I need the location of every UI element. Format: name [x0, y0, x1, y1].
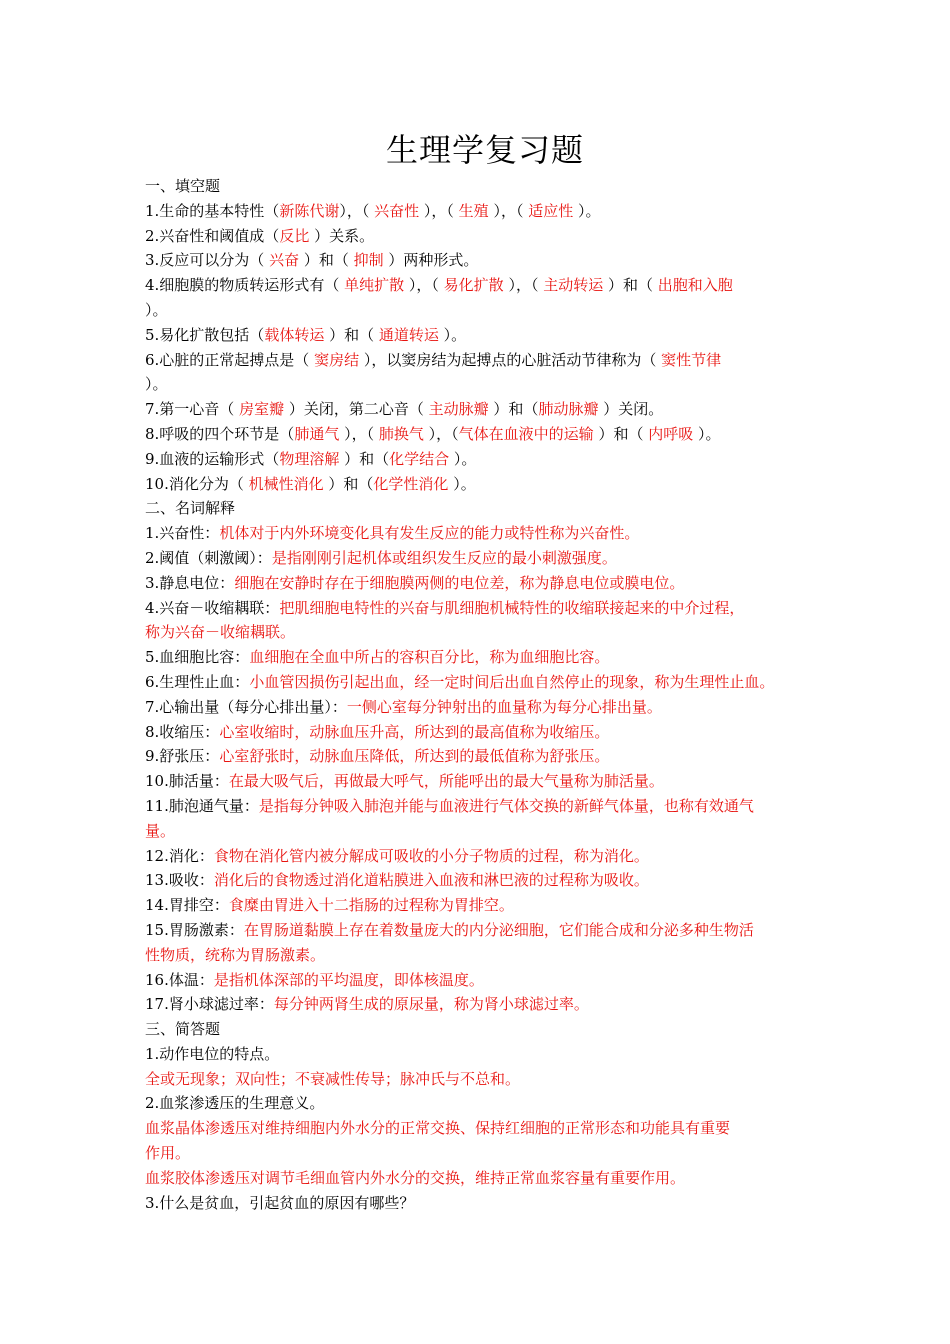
answer-text: 血浆晶体渗透压对维持细胞内外水分的正常交换、保持红细胞的正常形态和功能具有重要: [145, 1119, 731, 1138]
question-line: [145, 521, 825, 546]
question-text: ），（: [339, 201, 370, 220]
question-text: 9.血液的运输形式（: [145, 449, 280, 468]
answer-text: 易化扩散: [438, 276, 509, 295]
answer-text: 在胃肠道黏膜上存在着数量庞大的内分泌细胞，它们能合成和分泌多种生物活: [243, 920, 754, 939]
answer-text: 物理溶解: [279, 449, 345, 468]
answer-text: 心室舒张时，动脉血压降低，所达到的最低值称为舒张压。: [219, 747, 610, 766]
answer-text: 反比: [279, 226, 315, 245]
section-heading: 二、名词解释: [145, 499, 236, 518]
question-text: 1.动作电位的特点。: [145, 1044, 280, 1063]
answer-text: 主动脉瓣: [423, 400, 494, 419]
question-text: ）两种形式。: [388, 251, 479, 270]
answer-text: 消化后的食物透过消化道粘膜进入血液和淋巴液的过程称为吸收。: [213, 871, 649, 890]
answer-text: 新陈代谢: [279, 201, 340, 220]
question-text: ）和（: [344, 449, 390, 468]
answer-text: 抑制: [348, 251, 389, 270]
question-text: 7.心输出量（每分心排出量）：: [145, 697, 347, 716]
question-text: 4.细胞膜的物质转运形式有（: [145, 276, 340, 295]
question-text: ）。: [145, 375, 168, 394]
answer-text: 作用。: [145, 1144, 191, 1163]
question-line: [145, 720, 825, 745]
question-line: [145, 546, 825, 571]
answer-text: 气体在血液中的运输: [458, 424, 599, 443]
answer-text: 在最大吸气后，再做最大呼气，所能呼出的最大气量称为肺活量。: [228, 772, 664, 791]
question-line: [145, 472, 825, 497]
question-text: ）。: [453, 474, 476, 493]
question-line: [145, 596, 825, 621]
answer-text: 是指每分钟吸入肺泡并能与血液进行气体交换的新鲜气体量，也称有效通气: [258, 796, 754, 815]
question-text: 10.消化分为（: [145, 474, 244, 493]
answer-text: 小血管因损伤引起出血，经一定时间后出血自然停止的现象，称为生理性止血。: [249, 672, 775, 691]
answer-text: 全或无现象；双向性；不衰减性传导；脉冲氏与不总和。: [145, 1069, 521, 1088]
question-line: [145, 224, 825, 249]
question-text: ）和（: [493, 400, 539, 419]
question-text: ），（: [344, 424, 375, 443]
question-line: [145, 397, 825, 422]
question-text: 6.生理性止血：: [145, 672, 250, 691]
question-line: [145, 422, 825, 447]
answer-text: 是指机体深部的平均温度，即体核温度。: [213, 970, 484, 989]
question-line: [145, 794, 825, 819]
question-line: [145, 695, 825, 720]
question-text: ）关闭，第二心音（: [288, 400, 424, 419]
answer-text: 把肌细胞电特性的兴奋与肌细胞机械特性的收缩联接起来的中介过程，: [279, 598, 745, 617]
question-text: ）。: [453, 449, 477, 468]
answer-text: 肺通气: [294, 424, 345, 443]
question-text: 12.消化：: [145, 846, 214, 865]
page-title: 生理学复习题: [385, 131, 584, 169]
question-line: [145, 868, 825, 893]
answer-text: 适应性: [523, 201, 579, 220]
question-text: 14.胃排空：: [145, 896, 229, 915]
question-line: [145, 819, 825, 844]
question-text: ），（: [428, 424, 459, 443]
answer-text: 血浆胶体渗透压对调节毛细血管内外水分的交换，维持正常血浆容量有重要作用。: [145, 1168, 686, 1187]
question-text: 9.舒张压：: [145, 747, 220, 766]
question-text: 8.收缩压：: [145, 722, 220, 741]
question-line: [145, 968, 825, 993]
question-line: [145, 323, 825, 348]
question-text: ）和（: [598, 424, 644, 443]
answer-text: 食糜由胃进入十二指肠的过程称为胃排空。: [228, 896, 514, 915]
answer-text: 载体转运: [264, 325, 330, 344]
answer-text: 是指刚刚引起机体或组织发生反应的最小刺激强度。: [271, 548, 617, 567]
answer-text: 肺动脉瓣: [538, 400, 604, 419]
question-text: 3.反应可以分为（: [145, 251, 265, 270]
question-text: ），（: [408, 276, 439, 295]
answer-text: 化学结合: [389, 449, 454, 468]
question-text: ）和（: [303, 251, 349, 270]
question-text: 11.肺泡通气量：: [145, 796, 259, 815]
question-text: ）。: [145, 300, 168, 319]
answer-text: 房室瓣: [234, 400, 289, 419]
question-line: [145, 298, 825, 323]
question-text: 16.体温：: [145, 970, 214, 989]
question-text: ）。: [698, 424, 721, 443]
answer-text: 每分钟两肾生成的原尿量，称为肾小球滤过率。: [273, 995, 589, 1014]
answer-text: 心室收缩时，动脉血压升高，所达到的最高值称为收缩压。: [219, 722, 610, 741]
question-text: 1.兴奋性：: [145, 524, 220, 543]
question-text: ），（: [493, 201, 524, 220]
question-text: 5.血细胞比容：: [145, 648, 250, 667]
answer-text: 主动转运: [538, 276, 608, 295]
question-text: 3.什么是贫血，引起贫血的原因有哪些？: [145, 1193, 415, 1212]
question-line: [145, 273, 825, 298]
question-text: 1.生命的基本特性（: [145, 201, 280, 220]
section-heading: 一、填空题: [145, 177, 221, 195]
question-line: [145, 992, 825, 1017]
question-line: [145, 571, 825, 596]
answer-text: 一侧心室每分钟射出的血量称为每分心排出量。: [346, 697, 662, 716]
question-text: 8.呼吸的四个环节是（: [145, 424, 295, 443]
section-heading: 三、简答题: [145, 1020, 221, 1039]
answer-text: 通道转运: [374, 325, 444, 344]
answer-text: 血细胞在全血中所占的容积百分比，称为血细胞比容。: [249, 648, 610, 667]
answer-text: 细胞在安静时存在于细胞膜两侧的电位差，称为静息电位或膜电位。: [234, 573, 685, 592]
question-line: [145, 769, 825, 794]
fill-in-blank-section: [145, 174, 825, 496]
answer-text: 出胞和入胞: [653, 276, 733, 295]
question-text: 3.静息电位：: [145, 573, 235, 592]
answer-text: 兴奋性: [369, 201, 424, 220]
question-line: [145, 372, 825, 397]
question-text: ）。: [578, 201, 601, 220]
question-line: [145, 248, 825, 273]
answer-text: 兴奋: [264, 251, 304, 270]
answer-text: 性物质，统称为胃肠激素。: [145, 945, 326, 964]
question-line: [145, 1141, 825, 1166]
question-line: [145, 199, 825, 224]
question-text: ）。: [443, 325, 467, 344]
question-line: [145, 844, 825, 869]
question-line: [145, 744, 825, 769]
question-line: [145, 1191, 825, 1216]
document-page: [145, 128, 825, 1215]
answer-text: 机械性消化: [243, 474, 329, 493]
answer-text: 称为兴奋－收缩耦联。: [145, 623, 296, 642]
question-line: [145, 348, 825, 373]
answer-text: 单纯扩散: [339, 276, 409, 295]
answer-text: 肺换气: [374, 424, 429, 443]
answer-text: 生殖: [453, 201, 494, 220]
answer-text: 窦性节律: [656, 350, 722, 369]
question-text: 2.兴奋性和阈值成（: [145, 226, 280, 245]
answer-text: 量。: [145, 821, 176, 840]
question-text: ），（: [508, 276, 539, 295]
question-text: 2.血浆渗透压的生理意义。: [145, 1094, 325, 1113]
question-line: [145, 670, 825, 695]
term-definition-section: [145, 496, 825, 1017]
question-line: [145, 943, 825, 968]
question-text: ）和（: [329, 325, 375, 344]
answer-text: 食物在消化管内被分解成可吸收的小分子物质的过程，称为消化。: [213, 846, 649, 865]
question-line: [145, 645, 825, 670]
question-line: [145, 1166, 825, 1191]
question-text: ）关系。: [314, 226, 375, 245]
question-text: 4.兴奋－收缩耦联：: [145, 598, 280, 617]
question-line: [145, 620, 825, 645]
question-text: 17.肾小球滤过率：: [145, 995, 274, 1014]
question-line: [145, 1067, 825, 1092]
answer-text: 窦房结: [309, 350, 364, 369]
answer-text: 化学性消化: [373, 474, 454, 493]
question-text: 7.第一心音（: [145, 400, 235, 419]
question-text: 13.吸收：: [145, 871, 214, 890]
question-line: [145, 1091, 825, 1116]
question-text: 5.易化扩散包括（: [145, 325, 265, 344]
question-text: ）关闭。: [603, 400, 664, 419]
question-text: ），（: [423, 201, 454, 220]
question-text: 10.肺活量：: [145, 772, 229, 791]
answer-text: 机体对于内外环境变化具有发生反应的能力或特性称为兴奋性。: [219, 524, 640, 543]
question-text: ）和（: [608, 276, 654, 295]
question-text: 6.心脏的正常起搏点是（: [145, 350, 310, 369]
question-line: [145, 1116, 825, 1141]
question-line: [145, 918, 825, 943]
question-line: [145, 1042, 825, 1067]
question-text: ），以窦房结为起搏点的心脏活动节律称为（: [363, 350, 657, 369]
answer-text: 内呼吸: [643, 424, 699, 443]
question-line: [145, 893, 825, 918]
question-text: ）和（: [328, 474, 374, 493]
short-answer-section: [145, 1017, 825, 1215]
question-text: 2.阈值（刺激阈）：: [145, 548, 272, 567]
question-line: [145, 447, 825, 472]
question-text: 15.胃肠激素：: [145, 920, 244, 939]
